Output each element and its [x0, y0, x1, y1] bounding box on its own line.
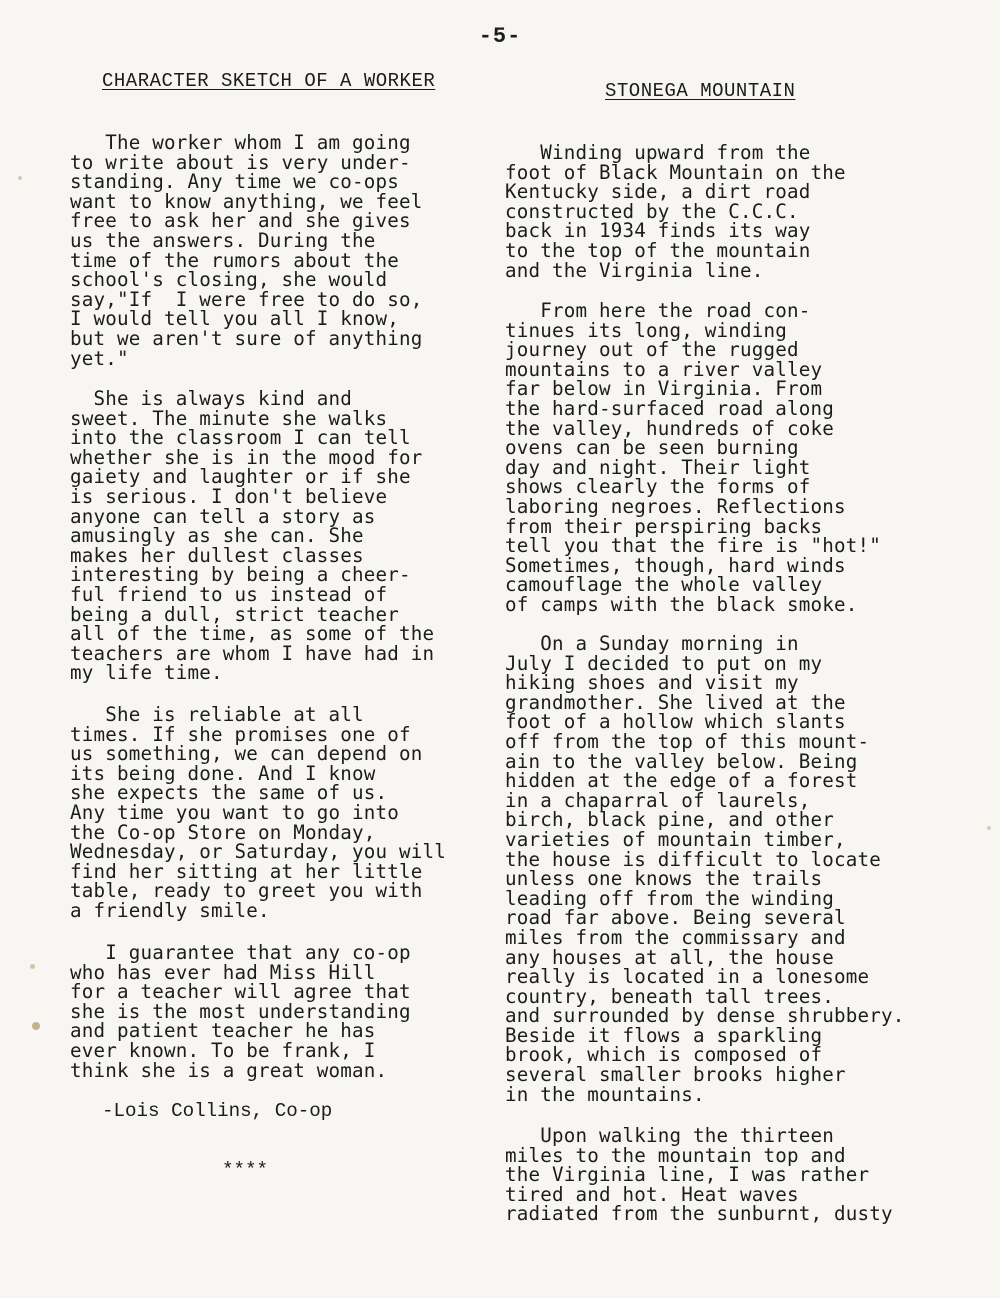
left-article-signature: -Lois Collins, Co-op: [102, 1100, 333, 1122]
right-article-title: STONEGA MOUNTAIN: [605, 80, 796, 102]
section-divider: ****: [222, 1159, 269, 1181]
right-paragraph-3: On a Sunday morning in July I decided to put on my hiking shoes and visit my grandmother. She lived at the foot of a hollow which slants off from the top of this mount- ain to the valley below. Being hidden at the edge of a forest in a chaparral of laurels, birch, black pine, and other varieties of mountain timber, the house is difficult to locate unless one knows the trails leading off from the winding road far above. Being several miles from the commissary and any houses at all, the house really is located in a lonesome country, beneath tall trees. and surrounded by dense shrubbery. Beside it flows a sparkling brook, which is composed of several smaller brooks higher in the mountains.: [505, 632, 905, 1106]
scan-speck: [32, 1022, 40, 1030]
left-paragraph-1: The worker whom I am going to write about is very under- standing. Any time we co-ops want to know anything, we feel free to ask her and she gives us the answers. During the time of the rumors about the school's closing, she would say,"If I were free to do so, I would tell you all I know, but we aren't sure of anything yet.": [70, 131, 423, 370]
scan-speck: [30, 964, 35, 969]
right-paragraph-1: Winding upward from the foot of Black Mountain on the Kentucky side, a dirt road constructed by the C.C.C. back in 1934 finds its way to the top of the mountain and the Virginia line.: [505, 141, 846, 282]
right-paragraph-2: From here the road con- tinues its long, winding journey out of the rugged mountains to a river valley far below in Virginia. From the hard-surfaced road along the valley, hundreds of coke ovens can be seen burning day and night. Their light shows clearly the forms of laboring negroes. Reflections from their perspiring backs tell you that the fire is "hot!" Sometimes, though, hard winds camouflage the whole valley of camps with the black smoke.: [505, 299, 882, 616]
page-number: -5-: [478, 24, 522, 49]
right-paragraph-4: Upon walking the thirteen miles to the mountain top and the Virginia line, I was rather tired and hot. Heat waves radiated from the sunburnt, dusty: [505, 1124, 893, 1226]
scan-speck: [18, 176, 22, 180]
left-paragraph-3: She is reliable at all times. If she promises one of us something, we can depend on its being done. And I know she expects the same of us. Any time you want to go into the Co-op Store on Monday, Wednesday, or Saturday, you will find her sitting at her little table, ready to greet you with a friendly smile.: [70, 703, 447, 922]
left-article-title: CHARACTER SKETCH OF A WORKER: [102, 70, 436, 92]
left-paragraph-2: She is always kind and sweet. The minute she walks into the classroom I can tell whether she is in the mood for gaiety and laughter or if she is serious. I don't believe anyone can tell a story as amusingly as she can. She makes her dullest classes interesting by being a cheer- ful friend to us instead of being a dull, strict teacher all of the time, as some of the teachers are whom I have had in my life time.: [70, 387, 435, 685]
left-paragraph-4: I guarantee that any co-op who has ever had Miss Hill for a teacher will agree that she is the most understanding and patient teacher he has ever known. To be frank, I think she is a great woman.: [70, 941, 411, 1082]
scan-speck: [987, 826, 991, 830]
